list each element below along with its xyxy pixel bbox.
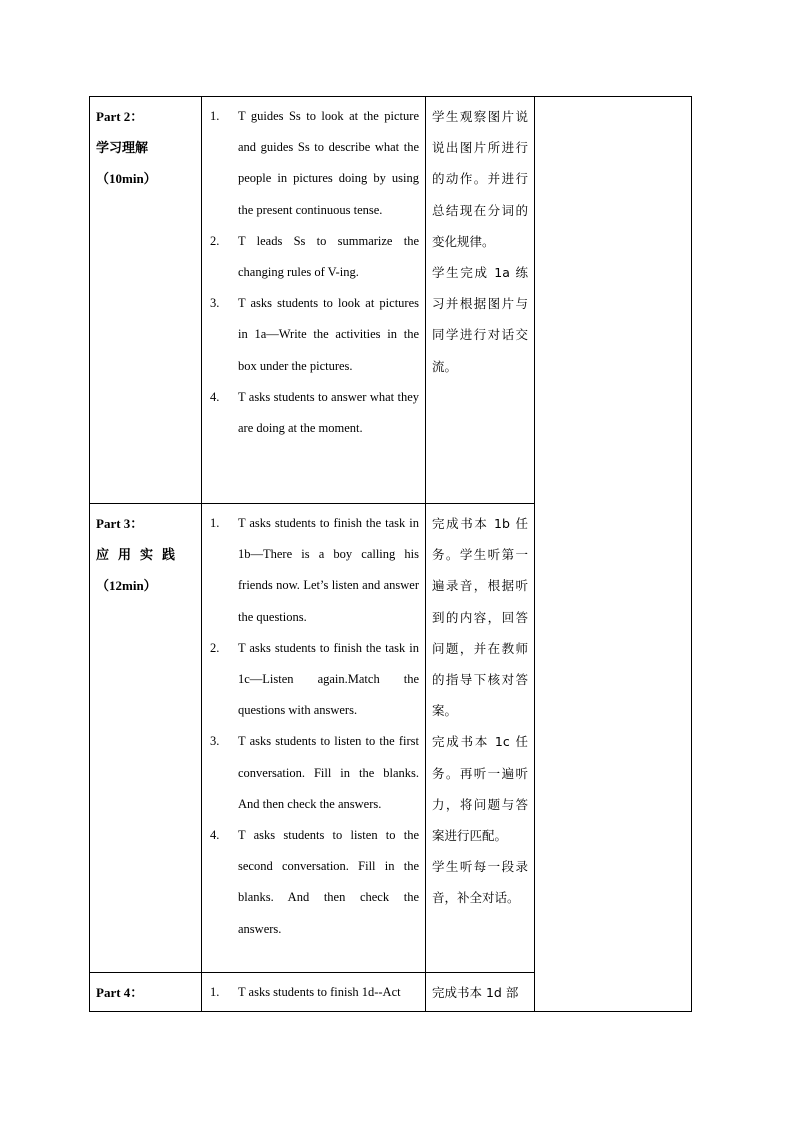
list-item <box>210 508 419 633</box>
part-subtitle: 学习理解 <box>96 140 149 156</box>
lesson-plan-table <box>89 96 692 1012</box>
step-number: 1. <box>210 985 220 999</box>
step-text: T leads Ss to summarize the changing rules of V-ing. <box>238 233 419 280</box>
teacher-activities-cell <box>202 97 426 504</box>
student-activities-cell <box>426 973 535 1012</box>
list-item <box>210 633 419 727</box>
step-number: 4. <box>210 389 220 404</box>
table-row-part-2 <box>90 97 692 504</box>
teacher-activities-cell <box>202 504 426 973</box>
part-subtitle: 应用实践 <box>96 547 185 563</box>
step-number: 1. <box>210 109 220 123</box>
design-intent-cell <box>535 97 692 1012</box>
part-time: （10min） <box>96 171 157 187</box>
step-text: T asks students to finish 1d--Act <box>238 985 401 999</box>
list-item <box>210 226 419 288</box>
part-title: Part 4： <box>96 985 144 1000</box>
step-text: T asks students to finish the task in 1b—There is a boy calling his friends now. Let’s listen and answer the questions. <box>238 516 419 624</box>
student-note: 学生观察图片说说出图片所进行的动作。并进行总结现在分词的变化规律。 <box>432 109 528 249</box>
step-list <box>202 973 425 1010</box>
step-text: T asks students to answer what they are doing at the moment. <box>238 389 419 436</box>
step-text: T asks students to look at pictures in 1a—Write the activities in the box under the pictures. <box>238 296 419 373</box>
step-number: 3. <box>210 296 220 311</box>
step-text: T guides Ss to look at the picture and guides Ss to describe what the people in pictures doing by using the present continuous tense. <box>238 109 419 217</box>
part-title: Part 2： <box>96 109 144 124</box>
list-item <box>210 726 419 820</box>
list-item <box>210 820 419 945</box>
step-list <box>202 97 425 446</box>
part-cell <box>90 973 202 1012</box>
teacher-activities-cell <box>202 973 426 1012</box>
step-text: T asks students to listen to the second conversation. Fill in the blanks. And then check the answers. <box>238 828 419 936</box>
student-activities-cell <box>426 97 535 504</box>
list-item <box>210 977 419 1008</box>
step-number: 2. <box>210 640 220 655</box>
part-time: （12min） <box>96 578 157 594</box>
step-list <box>202 504 425 947</box>
student-note: 完成书本 1c 任务。再听一遍听力，将问题与答案进行匹配。 <box>432 734 528 844</box>
part-cell <box>90 97 202 504</box>
student-note: 完成书本 1b 任务。学生听第一遍录音，根据听到的内容，回答问题，并在教师的指导下核对答案。 <box>432 516 528 719</box>
step-number: 1. <box>210 516 220 530</box>
step-number: 4. <box>210 828 220 843</box>
part-cell <box>90 504 202 973</box>
student-note: 学生听每一段录音，补全对话。 <box>432 859 528 906</box>
list-item <box>210 288 419 382</box>
list-item <box>210 101 419 226</box>
student-note: 学生完成 1a 练习并根据图片与同学进行对话交流。 <box>432 265 528 374</box>
part-title: Part 3： <box>96 516 144 531</box>
student-note: 完成书本 1d 部 <box>432 985 519 1000</box>
step-number: 2. <box>210 233 220 248</box>
step-text: T asks students to finish the task in 1c—Listen again.Match the questions with answers. <box>238 640 419 718</box>
student-activities-cell <box>426 504 535 973</box>
step-text: T asks students to listen to the first conversation. Fill in the blanks. And then check the answers. <box>238 734 419 811</box>
step-number: 3. <box>210 734 220 749</box>
list-item <box>210 382 419 444</box>
